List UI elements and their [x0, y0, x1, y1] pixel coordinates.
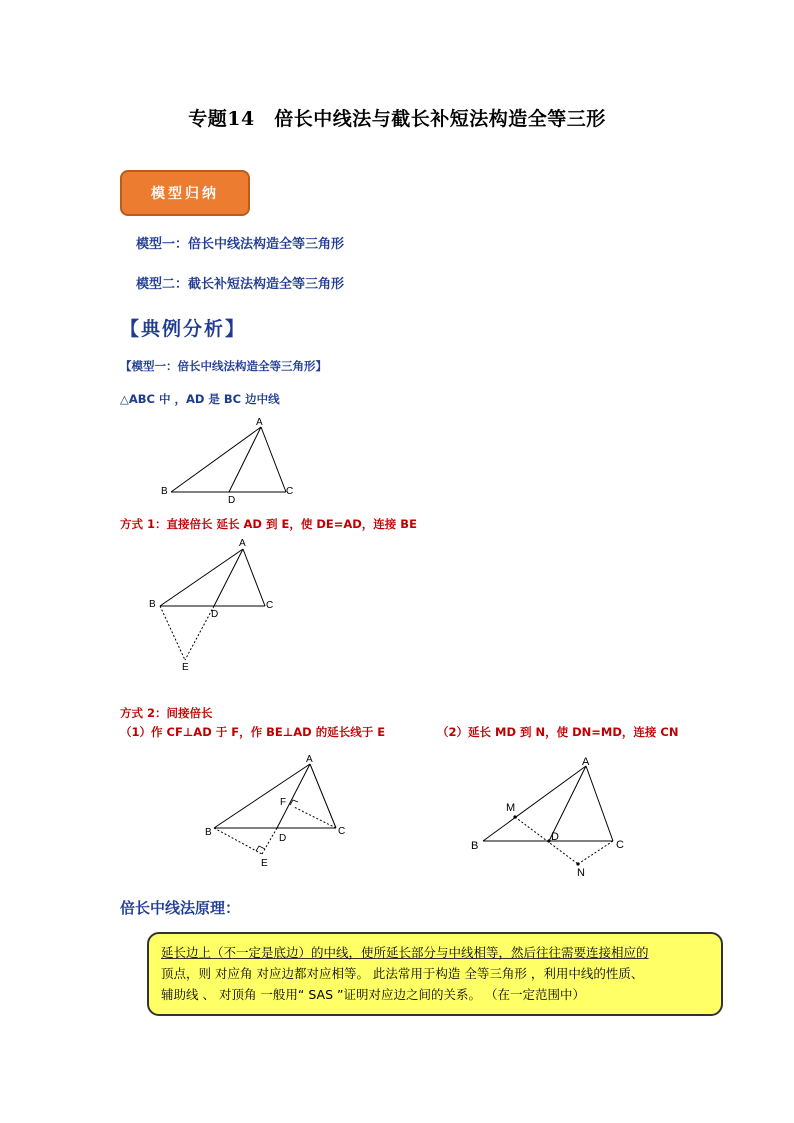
label-a: A [256, 417, 263, 428]
principle-box [147, 932, 723, 1016]
label-d: D [279, 833, 287, 844]
label-n: N [577, 867, 585, 879]
method1-text: 方式 1：直接倍长 延长 AD 到 E，使 DE=AD，连接 BE [120, 517, 417, 531]
label-a: A [239, 538, 246, 549]
section1-heading: 【模型一：倍长中线法构造全等三角形】 [120, 359, 327, 373]
figure-triangle-abc [150, 415, 310, 510]
model-one-label: 模型一：倍长中线法构造全等三角形 [136, 237, 345, 252]
label-m: M [506, 802, 516, 814]
label-c: C [338, 826, 346, 837]
label-a: A [582, 756, 590, 768]
principle-line-3: 辅助线 、 对顶角 一般用“ SAS ”证明对应边之间的关系。 （在一定范围中） [161, 987, 585, 1002]
segment-ac [261, 427, 286, 492]
segment-ad [229, 427, 261, 492]
principle-line-2: 顶点，则 对应角 对应边都对应相等。 此法常用于构造 全等三角形 ，利用中线的性质、 [161, 966, 644, 981]
segment-de-dashed [185, 606, 214, 660]
label-c: C [286, 486, 294, 497]
principle-line-1: 延长边上（不一定是底边）的中线，使所延长部分与中线相等，然后往往需要连接相应的 [161, 945, 649, 960]
model-two-label: 模型二：截长补短法构造全等三角形 [136, 277, 345, 292]
figure-direct-doubling [140, 535, 290, 675]
label-f: F [280, 797, 287, 808]
label-a: A [306, 754, 313, 765]
method2-sub1: （1）作 CF⊥AD 于 F，作 BE⊥AD 的延长线于 E [120, 725, 386, 739]
label-b: B [149, 599, 156, 610]
model-summary-badge: 模型归纳 [120, 170, 250, 216]
label-d: D [551, 831, 559, 843]
label-b: B [471, 840, 479, 852]
label-d: D [228, 495, 236, 506]
page-title: 专题14 倍长中线法与截长补短法构造全等三形 [188, 108, 606, 130]
label-d: D [211, 609, 219, 620]
figure-extend-md [465, 752, 635, 882]
label-b: B [161, 486, 168, 497]
label-b: B [205, 827, 212, 838]
label-e: E [182, 662, 189, 673]
premise-text: △ABC 中 ，AD 是 BC 边中线 [120, 392, 280, 406]
segment-ab [171, 427, 261, 492]
label-c: C [266, 600, 274, 611]
examples-heading: 【典例分析】 [120, 318, 247, 340]
figure-perpendiculars [200, 750, 360, 870]
method2-text: 方式 2：间接倍长 [120, 706, 213, 720]
method2-sub2: （2）延长 MD 到 N，使 DN=MD，连接 CN [437, 725, 679, 739]
segment-be-dashed [160, 606, 185, 660]
label-e: E [261, 858, 268, 869]
principle-heading: 倍长中线法原理： [120, 899, 241, 917]
label-c: C [616, 839, 624, 851]
